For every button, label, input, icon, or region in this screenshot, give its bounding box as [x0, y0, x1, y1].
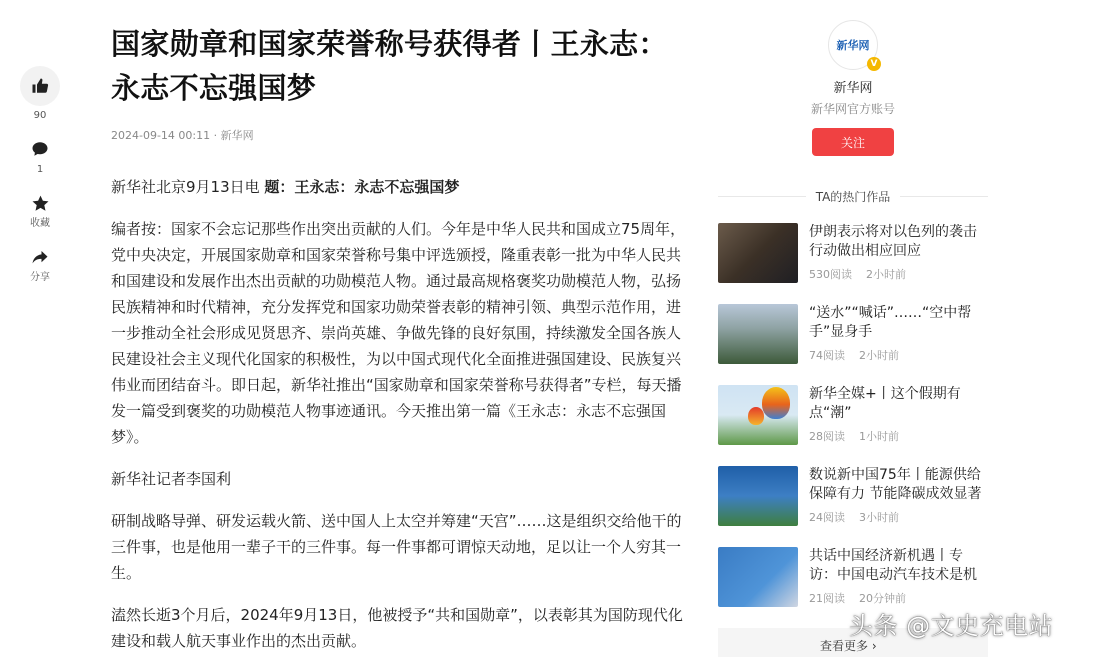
- sidebar: [718, 20, 988, 628]
- hot-work-item[interactable]: [718, 304, 988, 385]
- divider: [718, 196, 806, 197]
- xinhuanet-logo: 新华网: [836, 39, 870, 52]
- read-count: 530阅读: [809, 268, 852, 281]
- read-count: 74阅读: [809, 349, 845, 362]
- article: [111, 22, 686, 654]
- thumbnail: [718, 547, 798, 607]
- read-count: 21阅读: [809, 592, 845, 605]
- share-icon: [31, 248, 49, 266]
- read-count: 24阅读: [809, 511, 845, 524]
- verified-badge-icon: V: [867, 57, 881, 71]
- author-description: 新华网官方账号: [810, 102, 895, 116]
- hot-work-title[interactable]: “送水”“喊话”……“空中帮手”显身手: [809, 305, 972, 340]
- comment-button[interactable]: [18, 138, 62, 176]
- author-name[interactable]: 新华网: [833, 81, 873, 96]
- share-label: 分享: [30, 272, 50, 283]
- action-rail: [18, 66, 62, 300]
- hot-work-title[interactable]: 数说新中国75年丨能源供给保障有力 节能降碳成效显著: [809, 467, 982, 502]
- lead-prefix: 新华社北京9月13日电: [111, 178, 265, 196]
- lead-paragraph: [111, 174, 686, 200]
- view-more-button[interactable]: 查看更多 ›: [718, 628, 988, 657]
- publish-time: 1小时前: [859, 430, 899, 443]
- hot-work-meta: [809, 430, 988, 444]
- thumbnail: [718, 466, 798, 526]
- comment-count: 1: [36, 164, 44, 175]
- hot-work-title[interactable]: 共话中国经济新机遇丨专访：中国电动汽车技术是机: [809, 548, 977, 583]
- hot-work-item[interactable]: [718, 223, 988, 304]
- hot-work-title[interactable]: 伊朗表示将对以色列的袭击行动做出相应回应: [809, 224, 977, 259]
- thumbnail: [718, 304, 798, 364]
- publish-time: 2小时前: [859, 349, 899, 362]
- article-meta: 2024-09-14 00:11 · 新华网: [111, 129, 254, 142]
- thumbnail: [718, 223, 798, 283]
- article-title: 国家勋章和国家荣誉称号获得者丨王永志：永志不忘强国梦: [111, 27, 668, 105]
- publish-time: 2小时前: [866, 268, 906, 281]
- read-count: 28阅读: [809, 430, 845, 443]
- hot-work-meta: [809, 592, 988, 606]
- comment-icon: [31, 140, 49, 158]
- follow-button[interactable]: 关注: [812, 128, 894, 156]
- hot-work-item[interactable]: [718, 385, 988, 466]
- hot-work-meta: [809, 268, 988, 282]
- author-card: [718, 20, 988, 156]
- avatar[interactable]: [828, 20, 878, 70]
- hot-works-header: [718, 188, 988, 205]
- publish-time: 20分钟前: [859, 592, 906, 605]
- hot-work-meta: [809, 511, 988, 525]
- like-icon-wrap[interactable]: [20, 66, 60, 106]
- hot-works-title: TA的热门作品: [815, 190, 891, 204]
- like-button[interactable]: [18, 66, 62, 122]
- share-button[interactable]: [18, 246, 62, 284]
- body-paragraph: 溘然长逝3个月后，2024年9月13日，他被授予“共和国勋章”，以表彰其为国防现代化建设和载人航天事业作出的杰出贡献。: [111, 606, 683, 650]
- watermark: 头条 @文史充电站: [849, 612, 1054, 640]
- favorite-label: 收藏: [30, 218, 50, 229]
- publish-time: 3小时前: [859, 511, 899, 524]
- hot-works-list: [718, 223, 988, 628]
- hot-work-title[interactable]: 新华全媒+丨这个假期有点“潮”: [809, 386, 961, 421]
- balloon-graphic: [748, 407, 764, 425]
- reporter-line: 新华社记者李国利: [111, 470, 232, 488]
- thumbs-up-icon: [31, 77, 49, 95]
- thumbnail: [718, 385, 798, 445]
- lead-bold: 题：王永志：永志不忘强国梦: [264, 178, 460, 196]
- hot-work-item[interactable]: [718, 466, 988, 547]
- body-paragraph: 研制战略导弹、研发运载火箭、送中国人上太空并筹建“天宫”……这是组织交给他干的三件事，也是他用一辈子干的三件事。每一件事都可谓惊天动地，足以让一个人穷其一生。: [111, 512, 682, 582]
- favorite-button[interactable]: [18, 192, 62, 230]
- like-count: 90: [33, 110, 47, 121]
- hot-work-meta: [809, 349, 988, 363]
- balloon-graphic: [762, 387, 790, 419]
- editor-note: 编者按：国家不会忘记那些作出突出贡献的人们。今年是中华人民共和国成立75周年，党中央决定，开展国家勋章和国家荣誉称号集中评选颁授，隆重表彰一批为中华人民共和国建设和发展作出杰出贡献的功勋模范人物。通过最高规格褒奖功勋模范人物，弘扬民族精神和时代精神，充分发挥党和国家功勋荣誉表彰的精神引领、典型示范作用，进一步推动全社会形成见贤思齐、崇尚英雄、争做先锋的良好氛围，持续激发全国各族人民建设社会主义现代化国家的积极性，为以中国式现代化全面推进强国建设、民族复兴伟业而团结奋斗。即日起，新华社推出“国家勋章和国家荣誉称号获得者”专栏，每天播发一篇受到褒奖的功勋模范人物事迹通讯。今天推出第一篇《王永志：永志不忘强国梦》。: [111, 220, 686, 446]
- divider: [900, 196, 988, 197]
- star-icon: [31, 194, 50, 213]
